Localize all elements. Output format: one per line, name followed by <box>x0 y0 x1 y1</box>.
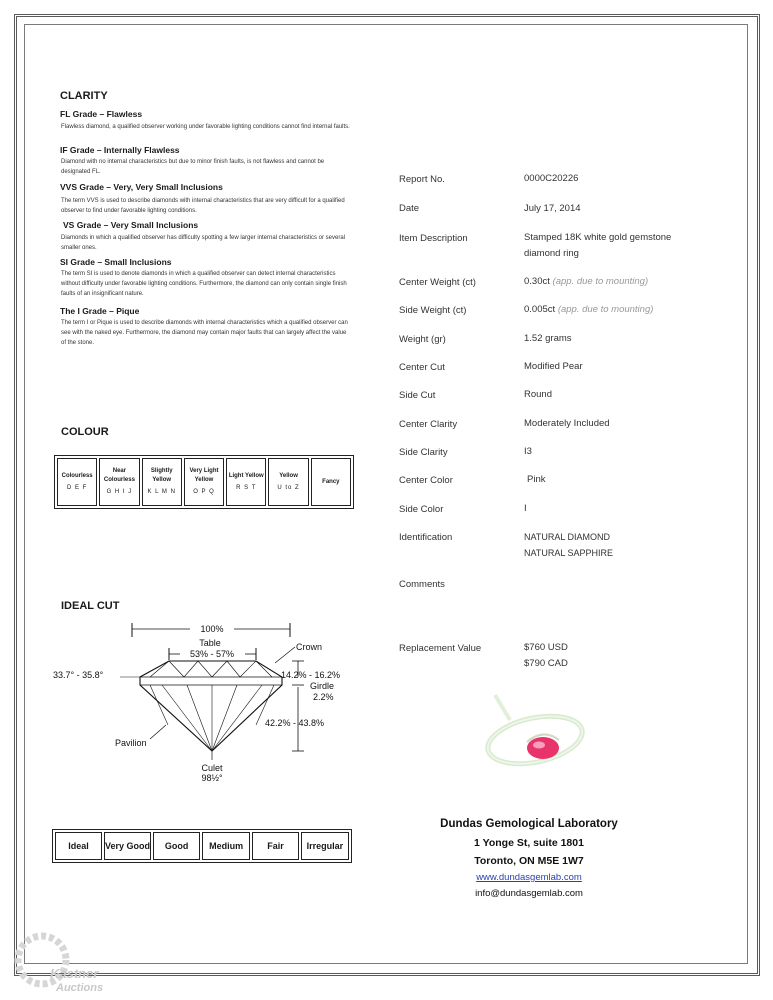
identification-label: Identification <box>399 532 453 543</box>
side-color-value: I <box>524 503 527 514</box>
weight-value: 1.52 grams <box>524 333 572 344</box>
girdle-label: Girdle <box>310 681 335 691</box>
center-weight-label: Center Weight (ct) <box>399 277 476 288</box>
lab-address-line1: 1 Yonge St, suite 1801 <box>474 837 584 849</box>
clarity-grade-fl: FL Grade – Flawless <box>60 109 143 119</box>
item-description-label: Item Description <box>399 233 468 244</box>
clarity-desc-si: The term SI is used to denote diamonds in which a qualified observer can detect internal characteristics without difficulty under favorable lighting conditions. Furthermore, the diamond can only contain single finish faults of an insignificant nature. <box>61 271 347 297</box>
comments-label: Comments <box>399 579 445 590</box>
clarity-grade-i: The I Grade – Pique <box>60 306 140 316</box>
center-clarity-value: Moderately Included <box>524 418 610 429</box>
girdle-value-label: 2.2% <box>313 692 334 702</box>
cut-grade-fair: Fair <box>252 832 299 860</box>
colour-scale-table <box>54 455 354 509</box>
auction-watermark-logo <box>10 928 130 996</box>
culet-label: Culet <box>201 763 223 773</box>
ideal-cut-title: IDEAL CUT <box>61 600 120 612</box>
pavilion-label: Pavilion <box>115 738 147 748</box>
clarity-grade-si: SI Grade – Small Inclusions <box>60 257 172 267</box>
colour-letters: R S T <box>236 484 257 491</box>
center-clarity-label: Center Clarity <box>399 419 458 430</box>
cut-grade-table <box>52 829 352 863</box>
center-weight-note: (app. due to mounting) <box>552 276 649 287</box>
identification-line1: NATURAL DIAMOND <box>524 532 611 542</box>
identification-line2: NATURAL SAPPHIRE <box>524 548 614 558</box>
cut-grade-good: Good <box>153 832 200 860</box>
table-label: Table <box>199 638 221 648</box>
colour-cell-near-colourless <box>99 458 139 506</box>
clarity-desc-fl: Flawless diamond, a qualified observer working under favorable lighting conditions cannot find internal faults. <box>61 124 350 130</box>
side-clarity-label: Side Clarity <box>399 447 448 458</box>
colour-label: Yellow <box>279 472 298 479</box>
cut-grade-very-good: Very Good <box>104 832 151 860</box>
center-color-value: Pink <box>527 474 546 485</box>
date-label: Date <box>399 203 420 214</box>
clarity-grade-vvs: VVS Grade – Very, Very Small Inclusions <box>60 182 223 192</box>
colour-letters: U to Z <box>277 484 300 491</box>
pink-gem <box>527 737 559 759</box>
table-range-label: 53% - 57% <box>189 649 235 659</box>
replacement-value-cad: $790 CAD <box>524 658 568 669</box>
colour-cell-slightly-yellow <box>142 458 182 506</box>
side-weight-note: (app. due to mounting) <box>557 304 654 315</box>
colour-label: Fancy <box>322 478 340 485</box>
colour-letters: D E F <box>66 484 88 491</box>
cut-grade-ideal: Ideal <box>55 832 102 860</box>
colour-label: Very Light Yellow <box>189 468 219 483</box>
width-label: 100% <box>200 624 224 634</box>
colour-label: Light Yellow <box>228 472 264 479</box>
report-no-label: Report No. <box>399 174 445 185</box>
side-cut-label: Side Cut <box>399 390 436 401</box>
side-weight-label: Side Weight (ct) <box>399 305 467 316</box>
item-description-value <box>524 230 671 262</box>
crown-label: Crown <box>296 642 323 652</box>
lab-website-link[interactable]: www.dundasgemlab.com <box>476 872 582 883</box>
lab-address-line2: Toronto, ON M5E 1W7 <box>474 855 584 867</box>
crown-angle-label: 33.7° - 35.8° <box>53 670 104 680</box>
colour-label: Near Colourless <box>103 468 135 483</box>
lab-email: info@dundasgemlab.com <box>475 888 583 899</box>
center-weight-value <box>524 274 648 290</box>
weight-label: Weight (gr) <box>399 334 446 345</box>
ideal-cut-diagram <box>50 615 370 795</box>
side-color-label: Side Color <box>399 504 444 515</box>
center-cut-label: Center Cut <box>399 362 445 373</box>
date-value: July 17, 2014 <box>524 203 581 214</box>
lab-name: Dundas Gemological Laboratory <box>440 818 618 830</box>
replacement-value-usd: $760 USD <box>524 642 568 653</box>
cut-grade-irregular: Irregular <box>301 832 349 860</box>
pavilion-depth-label: 42.2% - 43.8% <box>265 718 325 728</box>
colour-cell-yellow <box>268 458 308 506</box>
center-cut-value: Modified Pear <box>524 361 583 372</box>
side-cut-value: Round <box>524 389 552 400</box>
ring-photo <box>475 690 590 785</box>
colour-letters: K L M N <box>147 489 176 495</box>
cut-grade-medium: Medium <box>202 832 250 860</box>
colour-label: Colourless <box>61 472 93 479</box>
colour-letters: G H I J <box>106 489 133 495</box>
crown-height-label: 14.2% - 16.2% <box>281 670 341 680</box>
clarity-desc-i: The term I or Pique is used to describe diamonds with internal characteristics which a qualified observer can see with the naked eye. Furthermore, the diamond may contain major faults that can largely affect the value of the stone. <box>61 320 348 346</box>
identification-value <box>524 529 613 561</box>
center-weight-amount: 0.30ct <box>524 276 550 287</box>
colour-cell-light-yellow <box>226 458 266 506</box>
report-no-value: 0000C20226 <box>524 173 579 184</box>
replacement-value-label: Replacement Value <box>399 643 482 654</box>
clarity-desc-vvs: The term VVS is used to describe diamonds with internal characteristics that are very difficult for a qualified observer to find under favorable lighting conditions. <box>61 198 345 214</box>
colour-cell-very-light-yellow <box>184 458 224 506</box>
item-description-line2: diamond ring <box>524 248 579 259</box>
center-color-label: Center Color <box>399 475 453 486</box>
watermark-text-2: Auctions <box>56 982 104 994</box>
side-clarity-value: I3 <box>524 446 532 457</box>
clarity-grade-vs: VS Grade – Very Small Inclusions <box>63 220 199 230</box>
side-weight-value <box>524 302 653 318</box>
colour-letters: O P Q <box>193 489 215 495</box>
item-description-line1: Stamped 18K white gold gemstone <box>524 232 672 243</box>
side-weight-amount: 0.005ct <box>524 304 556 315</box>
clarity-title: CLARITY <box>60 90 108 102</box>
watermark-text-1: Kastner <box>50 966 99 981</box>
clarity-desc-vs: Diamonds in which a qualified observer has difficulty spotting a few larger internal characteristics or several smaller ones. <box>61 235 346 251</box>
colour-title: COLOUR <box>61 426 109 438</box>
culet-value-label: 98½° <box>201 773 223 783</box>
clarity-desc-if: Diamond with no internal characteristics but due to minor finish faults, is not flawless and cannot be designated FL. <box>61 159 325 175</box>
colour-label: Slightly Yellow <box>150 468 173 483</box>
colour-cell-colourless <box>57 458 97 506</box>
replacement-value <box>524 640 568 672</box>
clarity-grade-if: IF Grade – Internally Flawless <box>60 145 180 155</box>
colour-cell-fancy <box>311 458 351 506</box>
